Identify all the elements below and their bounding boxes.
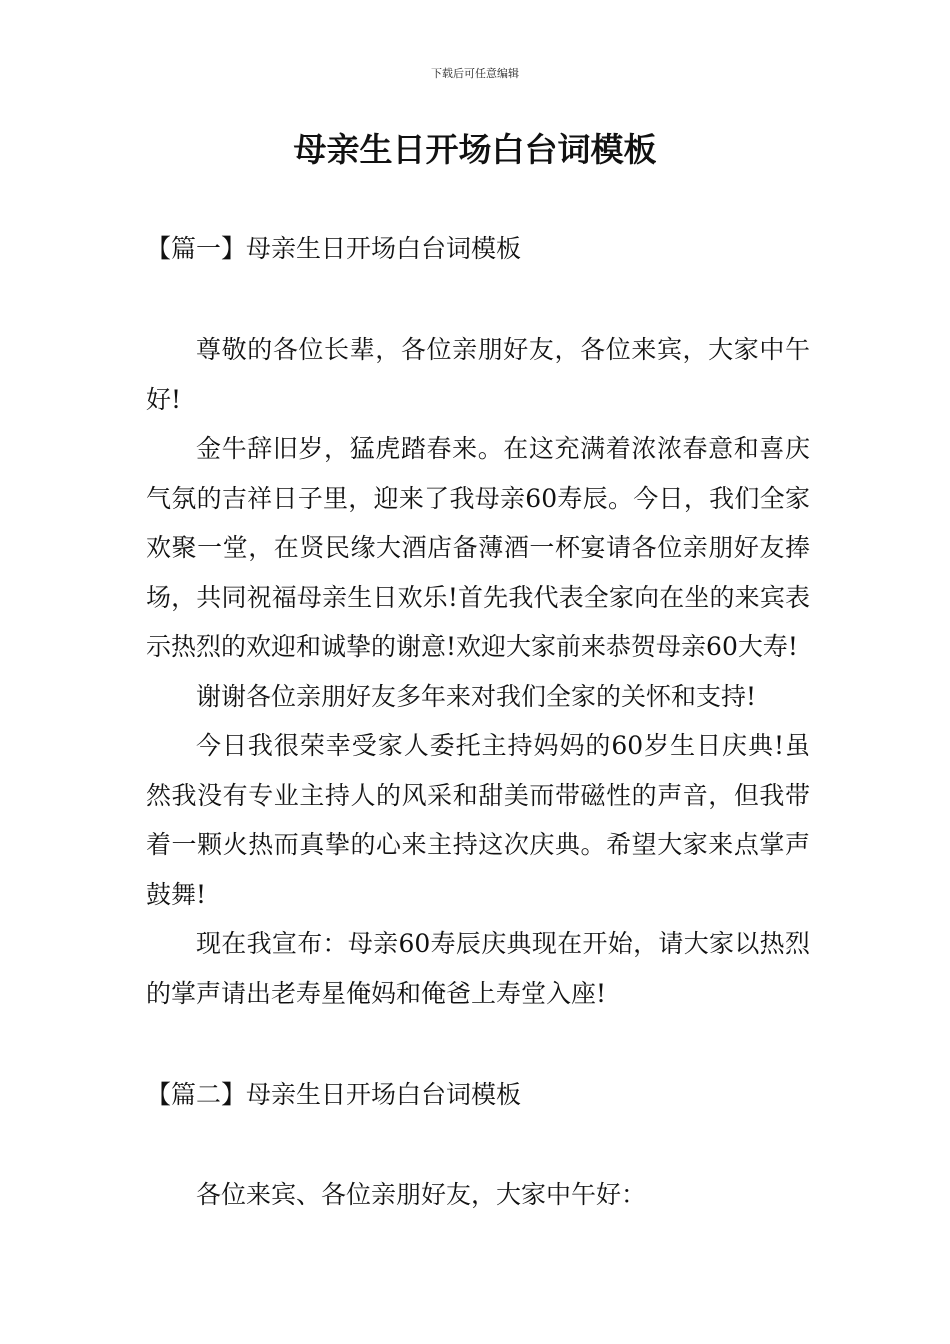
section2-body	[146, 1170, 810, 1220]
section-heading-2: 【篇二】母亲生日开场白台词模板	[146, 1080, 522, 1109]
header-note: 下载后可任意编辑	[431, 67, 519, 80]
paragraph: 各位来宾、各位亲朋好友，大家中午好：	[196, 1180, 647, 1209]
section1-body	[146, 325, 810, 1018]
paragraph: 今日我很荣幸受家人委托主持妈妈的60岁生日庆典!虽然我没有专业主持人的风采和甜美而带磁性的声音，但我带着一颗火热而真挚的心来主持这次庆典。希望大家来点掌声鼓舞!	[146, 731, 810, 909]
paragraph: 金牛辞旧岁，猛虎踏春来。在这充满着浓浓春意和喜庆气氛的吉祥日子里，迎来了我母亲60寿辰。今日，我们全家欢聚一堂，在贤民缘大酒店备薄酒一杯宴请各位亲朋好友捧场，共同祝福母亲生日欢乐!首先我代表全家向在坐的来宾表示热烈的欢迎和诚挚的谢意!欢迎大家前来恭贺母亲60大寿!	[146, 434, 810, 661]
paragraph: 尊敬的各位长辈，各位亲朋好友，各位来宾，大家中午好!	[146, 335, 810, 414]
section-heading-1: 【篇一】母亲生日开场白台词模板	[146, 234, 522, 263]
paragraph: 现在我宣布：母亲60寿辰庆典现在开始，请大家以热烈的掌声请出老寿星俺妈和俺爸上寿堂入座!	[146, 929, 810, 1008]
document-title: 母亲生日开场白台词模板	[293, 130, 657, 169]
paragraph: 谢谢各位亲朋好友多年来对我们全家的关怀和支持!	[196, 681, 757, 711]
